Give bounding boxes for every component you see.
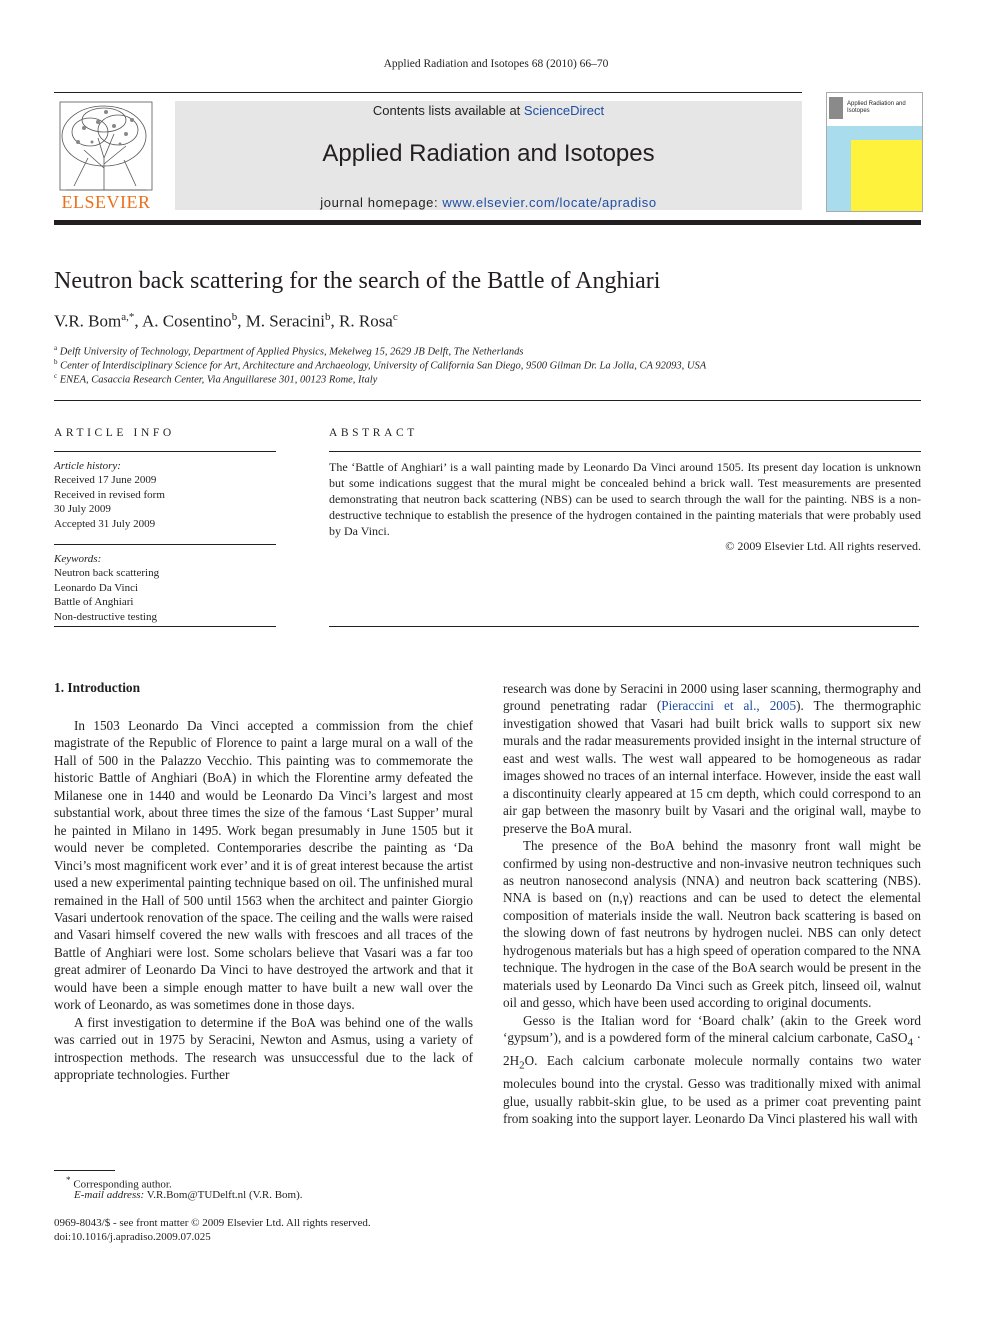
info-bottom-rule xyxy=(54,626,276,627)
affiliation: $^b$ Center of Interdisciplinary Science for Art, Architecture and Archaeology, University of California San Diego, 9500 Gilman Dr. La Jolla, CA 92093, USA xyxy=(54,358,707,372)
email-note: E-mail address: V.R.Bom@TUDelft.nl (V.R. Bom). xyxy=(74,1189,303,1201)
cover-yellow-panel xyxy=(851,140,922,211)
running-head: Applied Radiation and Isotopes 68 (2010) 66–70 xyxy=(383,58,609,70)
body-paragraph: In 1503 Leonardo Da Vinci accepted a commission from the chief magistrate of the Republic of Florence to paint a large mural on a wall of the Hall of 500 in the Palazzo Vecchio. This painting was to commemorate the historic Battle of Anghiari (BoA) in which the Florentine army defeated the Milanese one in 1440 and would be Leonardo Da Vinci’s largest and most substantial work, about three times the size of the famous ‘Last Supper’ mural he painted in Milano in 1495. Work began presumably in June 1505 but it would never be completed. Contemporaries describe the painting as ‘Da Vinci’s most magnificent work ever’ and it is of great interest because the artist used a new experimental painting technique based on oil. The unfinished mural remained in the Hall of 500 until 1563 when the architect and painter Giorgio Vasari undertook renovation of the space. The ceiling and the walls were raised and Vasari himself covered the new walls with frescoes and all traces of the Battle of Anghiari were lost. Some scholars believe that Vasari was a far too great admirer of Leonardo Da Vinci to have destroyed the artwork and that it would have been a simple enough matter to have built a new wall over the work of Leonardo, as was sometimes done in those days. xyxy=(54,718,473,1013)
cover-image xyxy=(829,97,843,119)
article-history: Article history: Received 17 June 2009 Received in revised form 30 July 2009 Accepted 31 July 2009 xyxy=(54,459,276,531)
email-address[interactable]: V.R.Bom@TUDelft.nl (V.R. Bom). xyxy=(146,1189,303,1201)
keywords-rule xyxy=(54,544,276,545)
header-divider xyxy=(54,400,921,401)
keyword: Battle of Anghiari xyxy=(54,596,134,609)
article-title: Neutron back scattering for the search of the Battle of Anghiari xyxy=(54,268,661,294)
body-paragraph: The presence of the BoA behind the masonry front wall might be confirmed by using non-destructive and non-invasive neutron techniques such as neutron nanosecond analysis (NNA) and neutron back scattering (NBS). NNA is based on (n,γ) reactions and can be used to detect the elemental composition of materials inside the wall. Neutron back scattering is based on the slowing down of fast neutrons by hydrogen nuclei. NBS can only detect hydrogenous materials but has a high speed of operation compared to the NNA technique. The hydrogen in the case of the BoA search would be present in the materials used by Leonardo Da Vinci such as Greek pitch, linseed oil, walnut oil and gesso, which have been used according to original documents. xyxy=(503,838,921,1011)
body-paragraph: Gesso is the Italian word for ‘Board chalk’ (akin to the Greek word ‘gypsum’), and is a powdered form of the mineral calcium carbonate, CaSO$_4$ · $2H_2O$. Each calcium carbonate molecule normally contains two water molecules bound into the crystal. Gesso was traditionally mixed with animal glue, usually rabbit-skin glue, to be used as a primer coat preventing paint from soaking into the support layer. Leonardo Da Vinci plastered his wall with xyxy=(503,1012,921,1127)
contents-availability xyxy=(175,103,802,118)
history-item: 30 July 2009 xyxy=(54,503,111,516)
journal-title: Applied Radiation and Isotopes xyxy=(322,140,655,167)
cover-side-band xyxy=(827,140,851,211)
body-paragraph: A first investigation to determine if the BoA was behind one of the walls was carried out in 1975 by Seracini, Newton and Asmus, using a variety of introspection methods. The research was unsuccessful due to the lack of appropriate technologies. Further xyxy=(54,1014,473,1083)
author-name: M. Seracini xyxy=(245,311,326,331)
keywords-block: Keywords: Neutron back scattering Leonardo Da Vinci Battle of Anghiari Non-destructive testing xyxy=(54,552,276,624)
body-column-left xyxy=(54,717,473,1084)
affiliation: $^a$ Delft University of Technology, Department of Applied Physics, Mekelweg 15, 2629 JB Delft, The Netherlands xyxy=(54,344,524,358)
keyword: Non-destructive testing xyxy=(54,610,157,623)
article-info-rule xyxy=(54,451,276,452)
author-name: A. Cosentino xyxy=(141,311,232,331)
elsevier-wordmark: ELSEVIER xyxy=(61,192,151,212)
keyword: Leonardo Da Vinci xyxy=(54,581,139,594)
author-sup: c xyxy=(392,311,398,323)
abstract-text: The ‘Battle of Anghiari’ is a wall painting made by Leonardo Da Vinci around 1505. Its present day location is unknown but some indications suggest that the mural might be concealed behind a brick wall. Test measurements are presented demonstrating that neutron back scattering (NBS) can be used to search through the wall for the painting. NBS is a non-destructive technique to establish the presence of the hydrogen contained in the painting materials that were probably used by Da Vinci. xyxy=(329,460,921,538)
masthead-thick-rule xyxy=(54,220,921,225)
body-paragraph: research was done by Seracini in 2000 using laser scanning, thermography and ground penetrating radar (Pieraccini et al., 2005). The thermographic investigation showed that Vasari had built brick walls to support six new murals and the radar measurements provided insight in the internal structure of east and west walls. The west wall appeared to be homogeneous as radar images showed no traces of an internal interface. However, inside the east wall a discontinuity clearly appeared at 15 cm depth, which could correspond to an air gap between the masonry built by Vasari and the original wall, maybe to preserve the BoA mural. xyxy=(503,681,921,836)
history-item: Received in revised form xyxy=(54,488,165,501)
author-sup: b xyxy=(325,311,331,323)
affiliation: $^c$ ENEA, Casaccia Research Center, Via Anguillarese 301, 00123 Rome, Italy xyxy=(54,372,378,386)
issn-line: 0969-8043/$ - see front matter © 2009 Elsevier Ltd. All rights reserved. xyxy=(54,1217,371,1229)
contents-prefix: Contents lists available at xyxy=(372,103,524,118)
article-info-heading: ARTICLE INFO xyxy=(54,427,175,439)
abstract-bottom-rule xyxy=(329,626,919,627)
history-item: Accepted 31 July 2009 xyxy=(54,517,156,530)
abstract-heading: ABSTRACT xyxy=(329,427,418,439)
cover-stripe xyxy=(827,126,922,140)
journal-cover-thumbnail xyxy=(826,92,923,212)
abstract-rule xyxy=(329,451,921,452)
corresponding-author-note: * Corresponding author. xyxy=(66,1175,172,1191)
sciencedirect-link[interactable]: ScienceDirect xyxy=(523,103,605,118)
author-name: V.R. Bom xyxy=(54,311,122,331)
history-item: Received 17 June 2009 xyxy=(54,474,157,487)
homepage-prefix: journal homepage: xyxy=(320,195,443,210)
author-name: R. Rosa xyxy=(339,311,393,331)
citation-link[interactable]: Pieraccini et al., 2005 xyxy=(661,698,797,714)
section-heading-introduction: 1. Introduction xyxy=(54,680,141,695)
cover-title: Applied Radiation and Isotopes xyxy=(847,101,906,114)
homepage-link[interactable]: www.elsevier.com/locate/apradiso xyxy=(442,195,657,210)
doi-line[interactable]: doi:10.1016/j.apradiso.2009.07.025 xyxy=(54,1231,211,1243)
abstract-copyright: © 2009 Elsevier Ltd. All rights reserved. xyxy=(725,539,921,553)
author-list: V.R. Bom$^{a,*}$, A. Cosentino$^b$, M. Seracini$^b$, R. Rosa$^c$ xyxy=(54,311,398,331)
body-column-right xyxy=(503,680,921,1128)
author-sup: a,* xyxy=(121,311,135,323)
footnote-rule xyxy=(54,1170,115,1171)
author-sup: b xyxy=(231,311,238,323)
keyword: Neutron back scattering xyxy=(54,567,160,580)
journal-homepage xyxy=(175,195,802,210)
masthead-top-rule xyxy=(54,92,802,93)
